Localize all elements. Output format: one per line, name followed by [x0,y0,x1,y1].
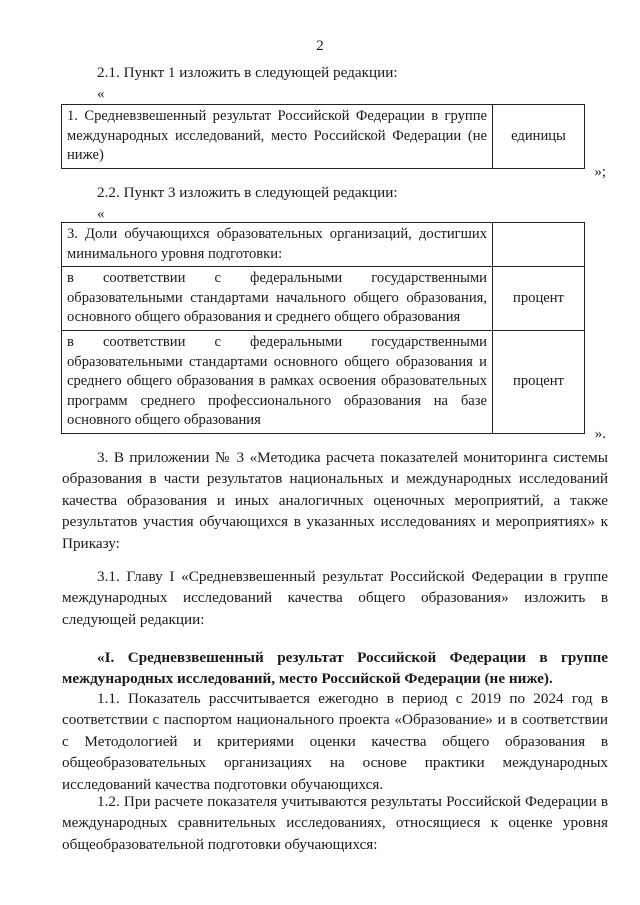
table2-header-cell: 3. Доли обучающихся образовательных организаций, достигших минимального уровня подготовки: [62,223,493,267]
table2-row2-unit-cell: процент [493,330,585,433]
paragraph-3: 3. В приложении № 3 «Методика расчета показателей мониторинга системы образования в части результатов национальных и международных исследований качества образования и иных аналогичных оценочных мероприятий, а также результатов участия обучающихся в указанных исследованиях и мероприятиях» к Приказу: [62,449,608,552]
paragraph-1-2: 1.2. При расчете показателя учитываются результаты Российской Федерации в международных сравнительных исследованиях, относящиеся к оценке уровня общеобразовательной подготовки обучающихся: [62,793,608,853]
table-indicator-1 [61,104,585,169]
section-heading: «I. Средневзвешенный результат Российской Федерации в группе международных исследований, место Российской Федерации (не ниже). [62,649,608,688]
opening-quote: « [97,86,105,102]
paragraph-1-1: 1.1. Показатель рассчитывается ежегодно в период с 2019 по 2024 год в соответствии с паспортом национального проекта «Образование» и в соответствии с Методологией и критериями оценки качества общего образования в общеобразовательных организациях на основе практики международных исследований качества подготовки обучающихся. [62,690,608,793]
table2-row2-cell: в соответствии с федеральными государственными образовательными стандартами основного общего образования и среднего общего образования в рамках освоения образовательных программ среднего профессионального образования на базе основного общего образования [62,330,493,433]
table2-row1-cell: в соответствии с федеральными государственными образовательными стандартами начального общего образования, основного общего образования и среднего общего образования [62,267,493,331]
paragraph-2-1: 2.1. Пункт 1 изложить в следующей редакции: [97,64,398,81]
opening-quote-2: « [97,206,105,222]
page-number: 2 [316,38,324,54]
table-indicator-3 [61,222,585,434]
table2-header-unit-cell [493,223,585,267]
closing-quote-1: »; [594,164,606,180]
table1-unit-cell: единицы [493,105,585,169]
paragraph-2-2: 2.2. Пункт 3 изложить в следующей редакции: [97,184,398,201]
table2-row1-unit-cell: процент [493,267,585,331]
paragraph-3-1: 3.1. Главу I «Средневзвешенный результат Российской Федерации в группе международных исследований качества общего образования» изложить в следующей редакции: [62,568,608,628]
table1-indicator-cell: 1. Средневзвешенный результат Российской Федерации в группе международных исследований, место Российской Федерации (не ниже) [62,105,493,169]
closing-quote-2: ». [594,426,606,442]
